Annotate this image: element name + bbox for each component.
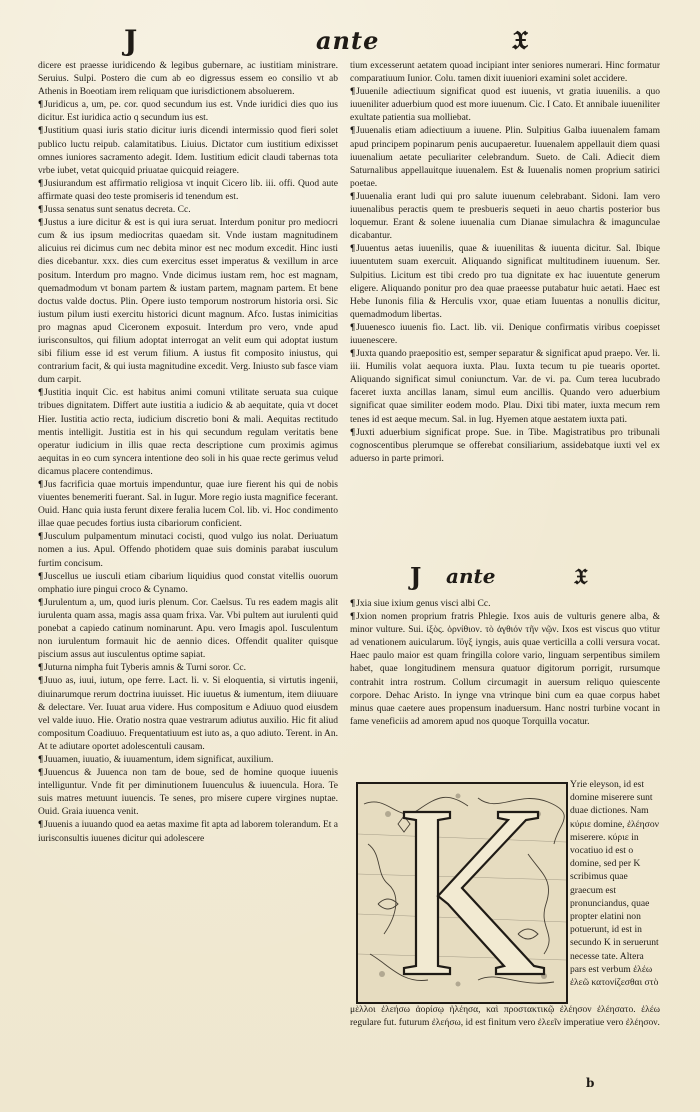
entry-iuridicus: ¶ Juridicus a, um, pe. cor. quod secundum ius est. Vnde iuridici dies quo ius dicitur. Est iuridica actio q secundum ius est. [38, 99, 338, 125]
entry-ixia: ¶ Jxia siue ixium genus visci albi Cc. [350, 598, 660, 611]
entry-iuuo: ¶ Juuo as, iuui, iutum, ope ferre. Lact. li. v. Si eloquentia, si virtutis ingenii, diuinarumque rerum doctrina iuuisset. Hic iuuetus & iumentum, item diiuuare & delectare. Ver. Iuuat arua videre. Hus compositum e Adiuuo quod eiusdem vel valde iuuo. Hie. Oratio nostra quae vestrarum adiutus auxilio. Hic fit aliud compositum Coadiuuo. Frequentatiuum est iuto as, a quo adiuto. Terent. in An. At te adiutare oportet adolescentuli causam. [38, 675, 338, 754]
entry-iussa: ¶ Jussa senatus sunt senatus decreta. Cc. [38, 204, 338, 217]
section-letter-right: 𝔛 [574, 564, 588, 590]
header-letter-right: 𝔛 [512, 26, 528, 56]
header-letter-left: J [124, 24, 139, 57]
entry-ixion: ¶ Jxion nomen proprium fratris Phlegie. Ixos auis de vulturis genere alba, & minor vulture. Sui. ἰξὸς. ὀρνίθιον. τὸ ἀγθιόν τῆν νῷν. Ixos est viscus quo vtitur ad venationem auicularum. ἴϋγξ iyngis, auis quae verticilla a colli versura vocat. Haec paulo maior est quam fringilla colore vario, linguam serpentibus similem habet, quae longitudinem mensura quatuor digitorum porrigit, rursumque contrahit intra rostrum. Collum circumagit in auersum reliquo quiescente corpore. Dehac Aristo. In iynge vna vtrinque bini cum ea quae corpus habet minus quae caetere aues propensum inaduersum. Hanc nostri turbine vocant in fame veneficiis ad amorem apud nos quoque Torquilla vocatur. [350, 611, 660, 729]
entry-iuuenesco: ¶ Juuenesco iuuenis fio. Lact. lib. vii. Denique confirmatis viribus coepisset iuuenescere. [350, 322, 660, 348]
right-column-top [350, 60, 660, 560]
header-word: ante [316, 26, 380, 55]
entry-kyrie: Yrie eleyson, id est domine miserere sunt duae dictiones. Nam κύριε domine, ἐλέησον miserere. κύριε in vocatiuo id est o domine, sed per K scribimus quae graecum est pronunciandus, quae propter elatini non potuerunt, id est in secundo K in seruerunt necesse tate. Altera pars est verbum ἐλέω ἐλεῶ κατονίζεσθαι στὸ [570, 779, 659, 989]
entry-iustitia: ¶ Justitia inquit Cic. est habitus animi comuni vtilitate seruata sua cuique tribues dignitatem. Differt aute iustitia a iudicio & ab aequitate, quia vt docet Hier. Iustitia actio recta, iudicium discretio boni & mali. Aequitas rectitudo mentis intelligit. Justitia est in his qui secundum regulam veritatis bene operatur iudicium in illis quae recta descriptione cum proximis agimus aequitas in eo cum syncera intentione deo soli in his quae recte gerimus velud dicamus placere contendimus. [38, 387, 338, 479]
entry-iuxta: ¶ Juxta quando praepositio est, semper separatur & significat apud praepo. Ver. li. iii. Humilis volat aequora iuxta. Plau. Iuxta tecum tu pie tuearis oportet. Aliquando significat simul coniunctum. Var. de vi. pa. Cum terea lucubrado faceret iuxta ancillas lanam, simul eum ancillis. Quando vero aduerbium significat quae similiter eodem modo. Plau. Dixi tibi mater, iuxta mecum rem tenes id est aeque mecum. Sal. in Iug. Hyemen atque aestatem iuxta pati. [350, 348, 660, 427]
entry-iuturna: ¶ Juturna nimpha fuit Tyberis amnis & Turni soror. Cc. [38, 662, 338, 675]
entry-iustus: ¶ Justus a iure dicitur & est is qui iura seruat. Interdum ponitur pro mediocri cum & ius ipsum mediocritas quaedam sit. Vnde iustam magnitudinem alicuius rei dicimus cum nec debita minor est nec modum excedit. Hinc iusti dies dicebantur. xxx. dies cum exercitus esset imperatus & vexillum in arce positum. Interdum pro magno. Vnde dicimus iustam rem, hoc est magnam, quemadmodum vt bonam partem & iustam partem, magnam partem. Et bene doctus valde doctus. Plin. Opere iusto temporum nostrorum historia orsi. Sic iustum pilum iusti exercitu historici dicunt magnum. Afco. Iustas inimicitias pro magnas apud Ciceronem exposuit. Interdum pro vero, vnde apud iurisconsultos, qui filium adoptat interrogat an velit eum qui adoptat iustum sibi filium esse id est verum filium. A iustus fit composito iniustus, qui contrarium facit, & qui iusta magnitudine excedit. Verg. Iniusto sub fasce viam dum carpit. [38, 217, 338, 387]
entry-iuuamen: ¶ Juuamen, iuuatio, & iuuamentum, idem significat, auxilium. [38, 754, 338, 767]
decorated-initial-k [356, 782, 568, 1004]
entry-iuuenalis: ¶ Juuenalis etiam adiectiuum a iuuene. Plin. Sulpitius Galba iuuenalem famam apud principem popinarum penis aucupaeretur. Iuuenalem appellauit diem quasi iuuenalium aetate peculiariter celebrandum. Sueto. de Cali. Adiecit diem Saturnalibus appellauitque iuuenalem. Est & Iuuenalis nomen proprium satirici poetae. [350, 125, 660, 190]
section-letter-left: J [410, 562, 422, 591]
entry-iurisdictio-continued: dicere est praesse iuridicendo & legibus gubernare, ac iustitiam ministrare. Seruius. Sulpi. Postero die cum ab eo digressus essem eo consilio vt ab Athenis in Boeotiam irem reliquam que iurisdictionem absoluerem. [38, 61, 338, 98]
entry-iuuentus: ¶ Juuentus aetas iuuenilis, quae & iuuenilitas & iuuenta dicitur. Sal. Ibique iuuentutem suam exercuit. Aliquando significat multitudinem iuuenum. Ser. Sulpitius. Licitum est tibi credo pro tua dignitate ex hac iuuentute generum eligere. Aliquando ponitur pro dea quae praeesse putabatur huic aetati. Haec est Hebe Iunonis filia & Herculis vxor, quae etiam Iuuentas a nonullis dicitur, quemadmodum libertas. [350, 243, 660, 322]
entry-iuscellus: ¶ Juscellus ue iusculi etiam cibarium liquidius quod constat vitellis ouorum omphatio iure pingui croco & Cynamo. [38, 571, 338, 597]
kyrie-entry [570, 778, 662, 1004]
entry-iusculum: ¶ Jusculum pulpamentum minutaci cocisti, quod vulgo ius nolat. Deriuatum nomen a ius. Apul. Offendo photidem quae suis dominis parabat iusculum furtim concisum. [38, 531, 338, 570]
section-word: ante [446, 564, 496, 588]
running-header [0, 22, 700, 62]
entry-iuuenis-continued: tium excesserunt aetatem quoad incipiant inter seniores numerari. Hinc formatur comparatiuum Iunior. Colu. tamen dixit iuueniori examini solet accidere. [350, 61, 660, 85]
right-column-middle [350, 598, 660, 776]
left-column [38, 60, 338, 1096]
entry-iuuenile: ¶ Juuenile adiectiuum significat quod est iuuenis, vt gratia iuuenilis. a quo iuueniliter aduerbium quod est more iuuenum. Cic. I Cato. Et annibale iuueniliter exultate patientia sua molliebat. [350, 86, 660, 125]
entry-iuuenis: ¶ Juuenis a iuuando quod ea aetas maxime fit apta ad laborem tolerandum. Et a iurisconsultis iuuenes dicitur qui adolescere [38, 819, 338, 845]
entry-kyrie-continued: μὲλλοι ἐλεήσω ἀορίσῳ ἠλέησα, καὶ προστακτικῷ ἐλέησον ἐλέησατο. ἐλέω regulare fut. futurum ἐλεήσω, id est finitum vero ἐλεεῖν imperatiue vero ἐλέησον. [350, 1005, 660, 1029]
entry-iustitium: ¶ Justitium quasi iuris statio dicitur iuris dicendi intermissio quod fieri solet publico luctu reipub. calamitatibus. Liuius. Dictator cum iustitium edixisset omnes iuniores sacramento adegit. Idem. Iustitium edicit claudi tabernas tota vrbe iubet, vetat quicquid priuatae quicquid reiagere. [38, 125, 338, 177]
entry-iusiurandum: ¶ Jusiurandum est affirmatio religiosa vt inquit Cicero lib. iii. offi. Quod aute affirmate quasi deo teste promiseris id tenendum est. [38, 178, 338, 204]
section-header [350, 562, 660, 596]
woodcut-initial-illustration [358, 784, 566, 1002]
entry-iuuenalia: ¶ Juuenalia erant ludi qui pro salute iuuenum celebrabant. Sidoni. Iam vero iuuenalibus peractis quem te presbueris sequeti in aeuo chartis posterior bus loquemur. Erant & solene iuuenalia cum Dianae simulachra & imagunculae dicabantur. [350, 191, 660, 243]
signature-mark: b [586, 1076, 595, 1090]
right-column-bottom [350, 1004, 660, 1076]
entry-iusta: ¶ Jus facrificia quae mortuis impenduntur, quae iure fierent his qui de nobis viuentes benemeriti fuerant. Sal. in Iugur. More regio iusta magnifice fecerant. Ouid. Hanc quia iusta ferunt dixere feralia lucem Col. lib. vi. Hoc condimento illae quae pecudes fortius iusta cibariorum conficient. [38, 479, 338, 531]
entry-iurulentum: ¶ Jurulentum a, um, quod iuris plenum. Cor. Caelsus. Tu res eadem magis alit iurulenta quam assa, magis assa quam frixa. Var. Vbi pultem aut iurulenti quid ponebat a capiedo catinum nominarunt. Apu. vero Imagis apol. Iusculentum non iurulentum formauit hic de aennio dices. Offendit qualiter quisque piscium assus aut iusculentus optime sapiat. [38, 597, 338, 662]
entry-iuuencus: ¶ Juuencus & Juuenca non tam de boue, sed de homine quoque iuuenis intelliguntur. Vnde fit per diminutionem Iuuenculus & iuuencula. Hora. Te suis matres metuunt iuuencis. Te senes, pro misere cupere virgines nuptae. Ouid. Graia iuuenca venit. [38, 767, 338, 819]
entry-iuxti: ¶ Juxti aduerbium significat prope. Sue. in Tibe. Magistratibus pro tribunali cognoscentibus plerumque se offerebat consiliarium, assidebatque iuxti vel ex aduerso in parte primori. [350, 427, 660, 466]
